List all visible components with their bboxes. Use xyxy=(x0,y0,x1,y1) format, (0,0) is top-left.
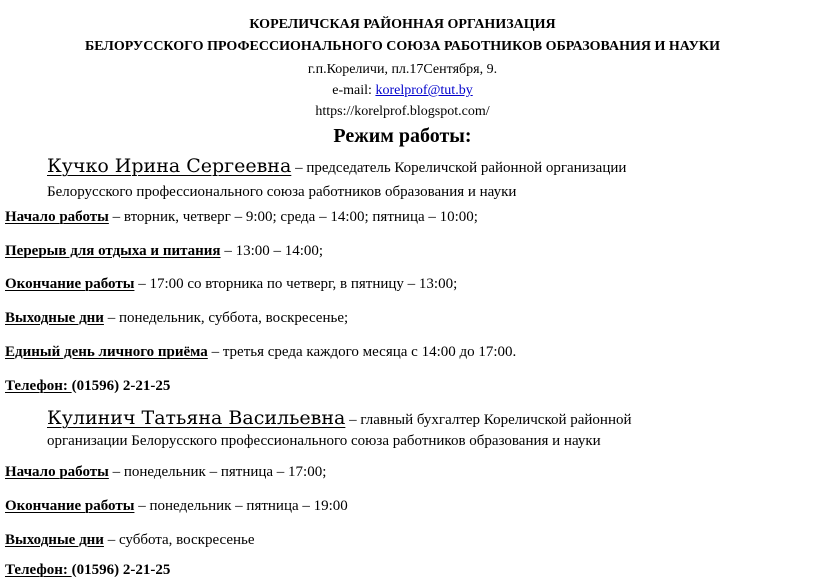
person1-end-row xyxy=(5,275,457,293)
person2-days-off-row xyxy=(5,531,255,549)
person2-end-row xyxy=(5,497,348,515)
person1-break-value: – 13:00 – 14:00; xyxy=(220,243,324,259)
person1-name: Кучко Ирина Сергеевна xyxy=(47,155,292,177)
person1-heading xyxy=(47,154,626,180)
person1-break-label: Перерыв для отдыха и питания xyxy=(5,243,221,259)
person2-end-label: Окончание работы xyxy=(5,498,135,514)
person2-phone-row xyxy=(5,561,170,579)
page-title: Режим работы: xyxy=(333,125,472,147)
person2-phone-value: (01596) 2-21-25 xyxy=(71,562,171,578)
person1-role-line1: – председатель Кореличской районной организации xyxy=(291,160,627,176)
person2-start-value: – понедельник – пятница – 17:00; xyxy=(108,464,327,480)
person1-role-line2: Белорусского профессионального союза работников образования и науки xyxy=(47,184,517,200)
person1-break-row xyxy=(5,242,323,260)
person2-days-off-label: Выходные дни xyxy=(5,532,104,548)
person2-role-line1: – главный бухгалтер Кореличской районной xyxy=(345,412,632,428)
person1-days-off-value: – понедельник, суббота, воскресенье; xyxy=(103,310,349,326)
person2-role-line2: организации Белорусского профессионального союза работников образования и науки xyxy=(47,433,601,449)
person1-reception-label: Единый день личного приёма xyxy=(5,344,208,360)
person2-start-row xyxy=(5,463,326,481)
org-website[interactable]: https://korelprof.blogspot.com/ xyxy=(315,104,490,119)
person2-phone-label: Телефон: xyxy=(5,562,72,578)
person1-reception-value: – третья среда каждого месяца с 14:00 до 17:00. xyxy=(207,344,517,360)
person2-heading xyxy=(47,406,632,432)
person1-reception-row xyxy=(5,343,516,361)
person1-start-label: Начало работы xyxy=(5,209,109,225)
org-name-line2: БЕЛОРУССКОГО ПРОФЕССИОНАЛЬНОГО СОЮЗА РАБОТНИКОВ ОБРАЗОВАНИЯ И НАУКИ xyxy=(85,39,720,54)
org-address: г.п.Кореличи, пл.17Сентября, 9. xyxy=(307,62,498,77)
email-link[interactable]: korelprof@tut.by xyxy=(375,83,473,98)
person1-start-row xyxy=(5,208,478,226)
person1-days-off-row xyxy=(5,309,348,327)
person1-phone-row xyxy=(5,377,170,395)
person1-end-label: Окончание работы xyxy=(5,276,135,292)
person1-end-value: – 17:00 со вторника по четверг, в пятницу – 13:00; xyxy=(134,276,458,292)
person2-start-label: Начало работы xyxy=(5,464,109,480)
org-email-line xyxy=(0,82,805,100)
person1-start-value: – вторник, четверг – 9:00; среда – 14:00; пятница – 10:00; xyxy=(108,209,478,225)
person1-phone-label: Телефон: xyxy=(5,378,72,394)
org-name-line1: КОРЕЛИЧСКАЯ РАЙОННАЯ ОРГАНИЗАЦИЯ xyxy=(249,17,556,32)
email-label: e-mail: xyxy=(332,83,376,98)
person1-days-off-label: Выходные дни xyxy=(5,310,104,326)
person2-name: Кулинич Татьяна Васильевна xyxy=(47,407,346,429)
person1-phone-value: (01596) 2-21-25 xyxy=(71,378,171,394)
person2-end-value: – понедельник – пятница – 19:00 xyxy=(134,498,348,514)
person2-days-off-value: – суббота, воскресенье xyxy=(103,532,255,548)
